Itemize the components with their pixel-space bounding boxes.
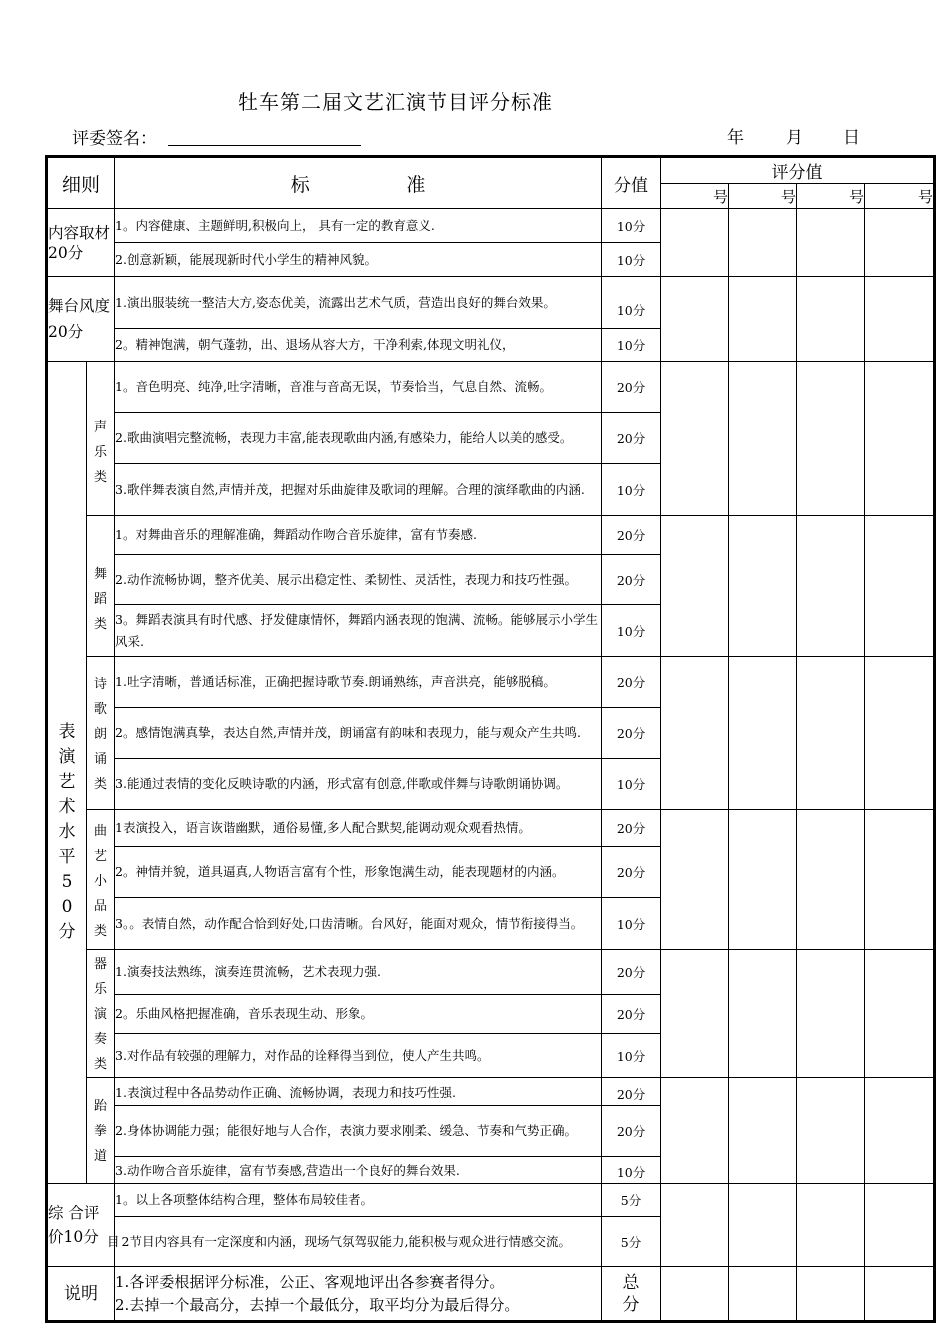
criterion-text: 1.吐字清晰，普通话标准，正确把握诗歌节奏.朗诵熟练，声音洪亮，能够脱稿。 [115,657,602,708]
criterion-text: 3.能通过表情的变化反映诗歌的内涵，形式富有创意,伴歌或伴舞与诗歌朗诵协调。 [115,759,602,810]
score-cell[interactable] [661,277,729,362]
criterion-points: 20分 [602,555,661,605]
criterion-points: 20分 [602,657,661,708]
criterion-text: 3.动作吻合音乐旋律，富有节奏感,营造出一个良好的舞台效果. [115,1157,602,1184]
date-month-label: 月 [786,128,803,148]
notes-text [115,1267,602,1322]
criterion-text: 1。以上各项整体结构合理，整体布局较佳者。 [115,1184,602,1217]
judge-signature-line[interactable] [168,145,361,146]
criterion-points: 10分 [602,464,661,516]
score-cell[interactable] [729,1078,797,1184]
score-cell[interactable] [729,277,797,362]
criterion-points: 10分 [602,243,661,277]
criterion-text: 1。音色明亮、纯净,吐字清晰，音准与音高无误，节奏恰当，气息自然、流畅。 [115,362,602,413]
criterion-text: 2.身体协调能力强；能很好地与人合作，表演力要求刚柔、缓急、节奏和气势正确。 [115,1106,602,1157]
score-cell[interactable] [865,950,935,1078]
criterion-text: 2。精神饱满，朝气蓬勃，出、退场从容大方，干净利索,体现文明礼仪， [115,329,602,362]
header-detail: 细则 [47,157,115,209]
total-score-cell[interactable] [865,1267,935,1322]
criterion-text: 1.演奏技法熟练，演奏连贯流畅，艺术表现力强. [115,950,602,995]
criterion-points: 10分 [602,329,661,362]
scoring-table [45,155,936,1323]
criterion-points: 10分 [602,759,661,810]
criterion-points: 10分 [602,1157,661,1184]
criterion-points: 20分 [602,413,661,464]
score-cell[interactable] [661,362,729,516]
subcategory-vocal: 声乐类 [87,362,115,516]
score-cell[interactable] [865,810,935,950]
category-performance: 表演艺术水平50分 [47,362,87,1184]
criterion-text: 2。神情并貌，道具逼真,人物语言富有个性，形象饱满生动，能表现题材的内涵。 [115,847,602,898]
criterion-points: 20分 [602,1106,661,1157]
subcategory-taekwondo: 跆拳道 [87,1078,115,1184]
criterion-text: 2.动作流畅协调，整齐优美、展示出稳定性、柔韧性、灵活性，表现力和技巧性强。 [115,555,602,605]
score-cell[interactable] [797,209,865,277]
score-cell[interactable] [729,810,797,950]
criterion-text: 1.表演过程中各品势动作正确、流畅协调，表现力和技巧性强. [115,1078,602,1106]
score-cell[interactable] [797,950,865,1078]
category-content: 内容取材20分 [47,209,115,277]
score-cell[interactable] [797,810,865,950]
score-cell[interactable] [661,810,729,950]
criterion-text: 3.歌伴舞表演自然,声情并茂，把握对乐曲旋律及歌词的理解。合理的演绎歌曲的内涵. [115,464,602,516]
judge-number-4: 号 [865,184,935,209]
total-score-cell[interactable] [661,1267,729,1322]
subcategory-instrumental: 器乐演奏类 [87,950,115,1078]
criterion-points: 5分 [602,1217,661,1267]
criterion-points: 5分 [602,1184,661,1217]
date-day-label: 日 [843,128,860,148]
criterion-text: 1表演投入，语言诙谐幽默，通俗易懂,多人配合默契,能调动观众观看热情。 [115,810,602,847]
notes-label: 说明 [47,1267,115,1322]
score-cell[interactable] [729,516,797,657]
score-cell[interactable] [865,516,935,657]
page-title: 牡车第二届文艺汇演节目评分标准 [238,90,553,114]
criterion-text: 3。舞蹈表演具有时代感、抒发健康情怀，舞蹈内涵表现的饱满、流畅。能够展示小学生风采. [115,605,602,657]
category-overall: 综 合评 价10分 [47,1184,115,1267]
criterion-points: 20分 [602,810,661,847]
score-cell[interactable] [729,1184,797,1267]
notes-line-1: 1.各评委根据评分标准，公正、客观地评出各参赛者得分。 [115,1272,505,1291]
subcategory-comedy: 曲艺小品类 [87,810,115,950]
score-cell[interactable] [729,209,797,277]
judge-signature-label: 评委签名： [72,129,157,149]
score-cell[interactable] [865,1184,935,1267]
score-cell[interactable] [797,277,865,362]
criterion-text: 2.创意新颖，能展现新时代小学生的精神风貌。 [115,243,602,277]
score-cell[interactable] [729,950,797,1078]
score-cell[interactable] [865,209,935,277]
criterion-text: 1.演出服装统一整洁大方,姿态优美，流露出艺术气质，营造出良好的舞台效果。 [115,277,602,329]
criterion-text: 3。。表情自然，动作配合恰到好处,口齿清晰。台风好，能面对观众，情节衔接得当。 [115,898,602,950]
criterion-points: 10分 [602,277,661,329]
criterion-points: 20分 [602,708,661,759]
score-cell[interactable] [661,1078,729,1184]
criterion-points: 10分 [602,209,661,243]
score-cell[interactable] [661,1184,729,1267]
score-cell[interactable] [797,1184,865,1267]
date-year-label: 年 [727,128,744,148]
score-cell[interactable] [729,362,797,516]
judge-number-3: 号 [797,184,865,209]
score-cell[interactable] [797,362,865,516]
criterion-points: 20分 [602,994,661,1034]
subcategory-poetry: 诗歌朗诵类 [87,657,115,810]
criterion-text: 3.对作品有较强的理解力，对作品的诠释得当到位，使人产生共鸣。 [115,1034,602,1078]
criterion-text: 2。感情饱满真挚，表达自然,声情并茂，朗诵富有韵味和表现力，能与观众产生共鸣. [115,708,602,759]
total-score-cell[interactable] [729,1267,797,1322]
total-label: 总分 [602,1267,661,1322]
score-cell[interactable] [797,657,865,810]
category-stage: 舞台风度20分 [47,277,115,362]
judge-number-1: 号 [661,184,729,209]
criterion-text: 2.歌曲演唱完整流畅，表现力丰富,能表现歌曲内涵,有感染力，能给人以美的感受。 [115,413,602,464]
criterion-points: 10分 [602,898,661,950]
score-cell[interactable] [865,277,935,362]
criterion-points: 10分 [602,605,661,657]
score-cell[interactable] [661,516,729,657]
subcategory-dance: 舞蹈类 [87,516,115,657]
criterion-text: 2。乐曲风格把握准确，音乐表现生动、形象。 [115,994,602,1034]
header-standard: 标 准 [115,157,602,209]
criterion-prefix: 目 [107,1233,120,1249]
score-cell[interactable] [797,1078,865,1184]
criterion-text: 目 2节目内容具有一定深度和内涵，现场气氛驾驭能力,能积极与观众进行情感交流。 [115,1217,602,1267]
criterion-points: 20分 [602,362,661,413]
total-score-cell[interactable] [797,1267,865,1322]
criterion-points: 20分 [602,516,661,555]
score-cell[interactable] [661,209,729,277]
score-cell[interactable] [729,657,797,810]
header-score: 评分值 [661,157,935,184]
score-cell[interactable] [865,1078,935,1184]
notes-line-2: 2.去掉一个最高分，去掉一个最低分，取平均分为最后得分。 [115,1295,520,1314]
score-cell[interactable] [865,657,935,810]
criterion-text: 1。内容健康、主题鲜明,积极向上， 具有一定的教育意义. [115,209,602,243]
header-points: 分值 [602,157,661,209]
criterion-points: 20分 [602,1078,661,1106]
score-cell[interactable] [661,657,729,810]
score-cell[interactable] [797,516,865,657]
criterion-points: 10分 [602,1034,661,1078]
criterion-points: 20分 [602,950,661,995]
criterion-points: 20分 [602,847,661,898]
score-cell[interactable] [865,362,935,516]
score-cell[interactable] [661,950,729,1078]
judge-number-2: 号 [729,184,797,209]
criterion-text: 1。对舞曲音乐的理解准确，舞蹈动作吻合音乐旋律，富有节奏感. [115,516,602,555]
